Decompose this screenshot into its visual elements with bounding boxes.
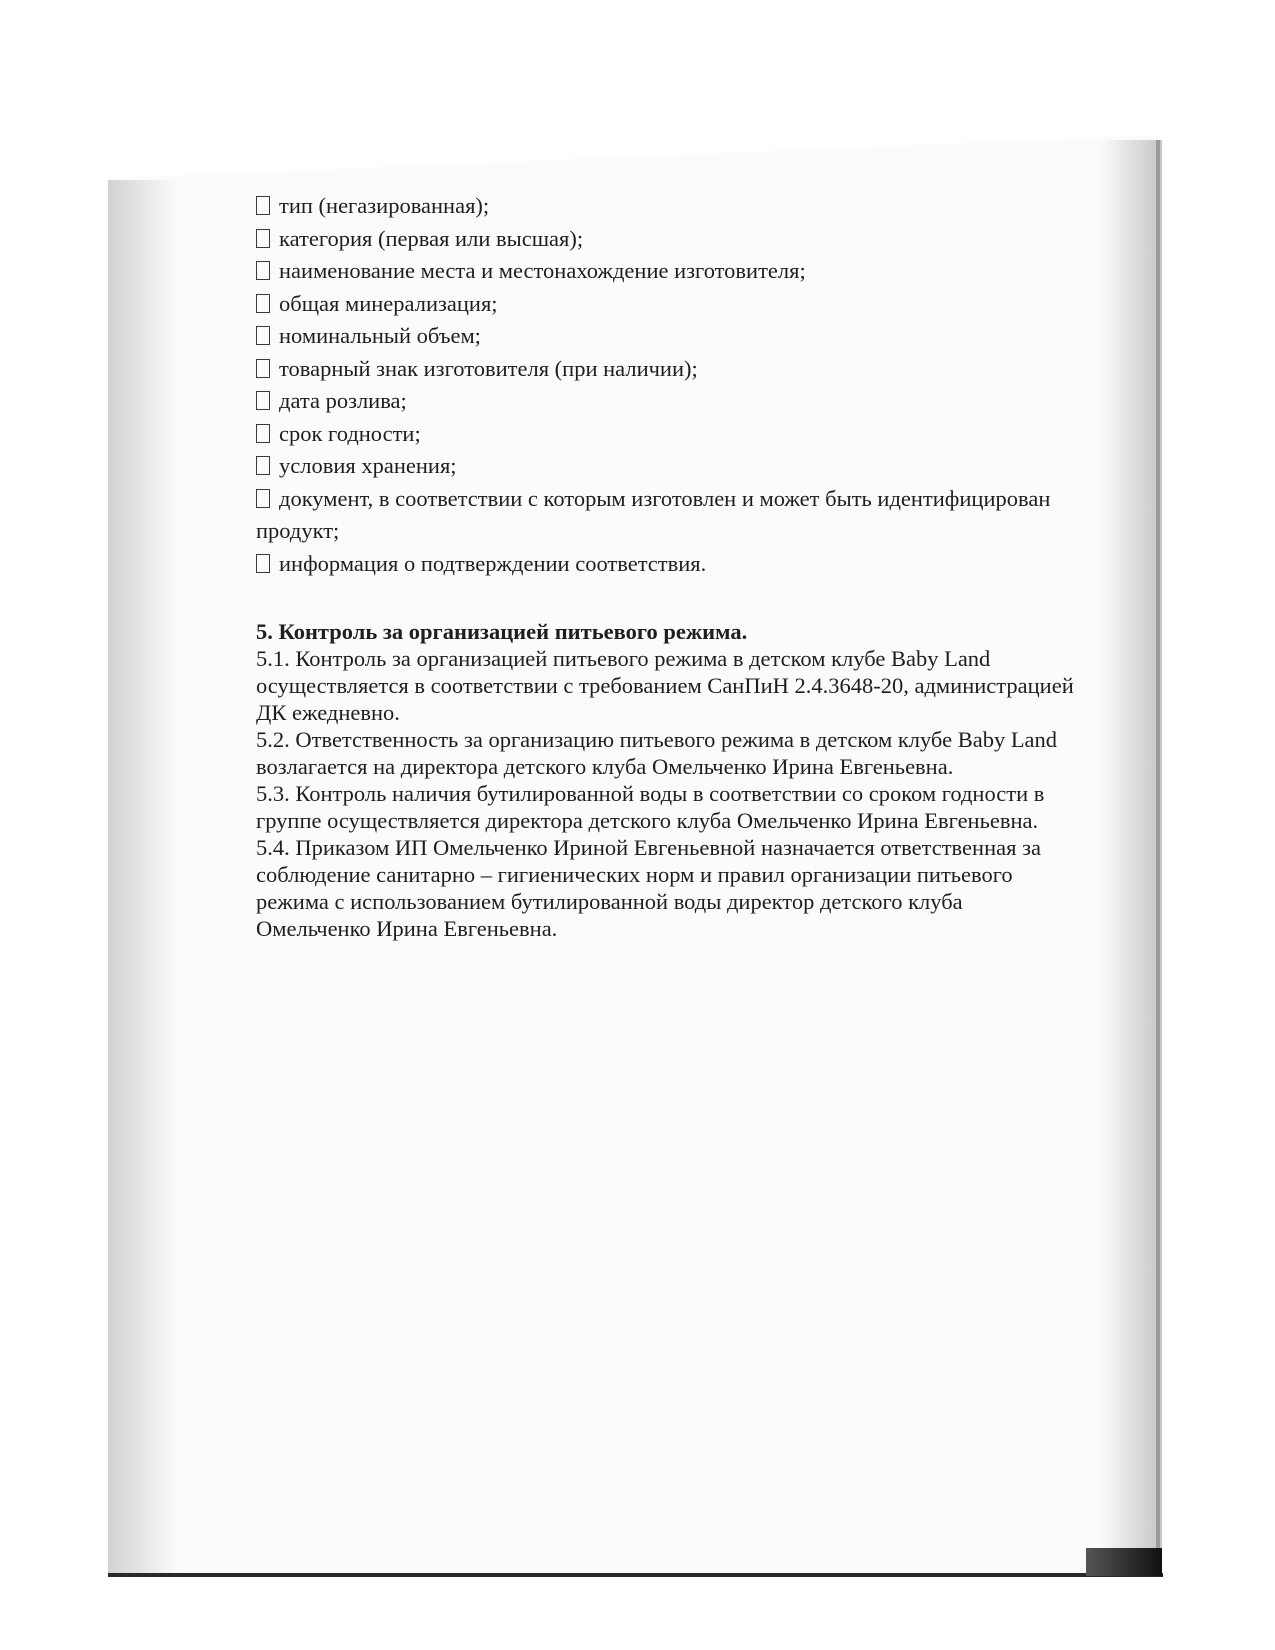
list-item-text: общая минерализация;: [279, 290, 498, 316]
list-item-text: категория (первая или высшая);: [279, 225, 584, 251]
checkbox-icon: [256, 489, 270, 508]
list-item-text: номинальный объем;: [279, 323, 481, 348]
checkbox-icon: [256, 294, 270, 313]
list-item: [256, 288, 1076, 321]
list-item: [256, 223, 1076, 256]
list-item-text: дата розлива;: [279, 388, 407, 413]
sheet-shadow-right: [1100, 140, 1162, 1575]
sheet-edge-right: [1156, 140, 1160, 1575]
checkbox-icon: [256, 391, 270, 410]
checkbox-icon: [256, 424, 270, 443]
section-paragraph: 5.1. Контроль за организацией питьевого режима в детском клубе Baby Land осуществляется в соответствии с требованием СанПиН 2.4.3648-20, администрацией ДК ежедневно.: [256, 646, 1074, 725]
checkbox-icon: [256, 261, 270, 280]
section-paragraph: 5.4. Приказом ИП Омельченко Ириной Евгеньевной назначается ответственная за соблюдение санитарно – гигиенических норм и правил организации питьевого режима с использованием бутилированной воды директор детского клуба Омельченко Ирина Евгеньевна.: [256, 835, 1041, 941]
checkbox-icon: [256, 196, 270, 215]
list-item: [256, 255, 1076, 288]
list-item-text: информация о подтверждении соответствия.: [279, 550, 707, 576]
checkbox-icon: [256, 456, 270, 475]
list-item: [256, 385, 1076, 418]
spacer: [256, 580, 1076, 618]
scan-corner-shadow: [1086, 1548, 1162, 1576]
sheet-shadow-left: [108, 180, 178, 1575]
list-item-text: срок годности;: [279, 420, 421, 446]
list-item-text: товарный знак изготовителя (при наличии);: [279, 355, 698, 381]
checkbox-icon: [256, 359, 270, 378]
list-item: [256, 320, 1076, 353]
list-item: [256, 418, 1076, 451]
list-item: [256, 353, 1076, 386]
document-body: [256, 190, 1076, 942]
list-item-text: условия хранения;: [279, 453, 457, 478]
list-item: [256, 548, 1076, 581]
checkbox-icon: [256, 554, 270, 573]
list-item: [256, 450, 1076, 483]
list-item-text: тип (негазированная);: [279, 193, 490, 218]
section-paragraph: 5.3. Контроль наличия бутилированной воды в соответствии со сроком годности в группе осуществляется директора детского клуба Омельченко Ирина Евгеньевна.: [256, 781, 1045, 833]
label-requirements-list: [256, 190, 1076, 580]
section-paragraph: 5.2. Ответственность за организацию питьевого режима в детском клубе Baby Land возлагается на директора детского клуба Омельченко Ирина Евгеньевна.: [256, 727, 1058, 779]
list-item: [256, 190, 1076, 223]
sheet-bottom-edge: [108, 1573, 1163, 1577]
checkbox-icon: [256, 229, 270, 248]
list-item-text: наименование места и местонахождение изготовителя;: [279, 258, 806, 283]
section-heading: 5. Контроль за организацией питьевого режима.: [256, 619, 748, 644]
checkbox-icon: [256, 326, 270, 345]
list-item-text: документ, в соответствии с которым изготовлен и может быть идентифицирован продукт;: [256, 485, 1051, 543]
list-item: [256, 483, 1076, 548]
